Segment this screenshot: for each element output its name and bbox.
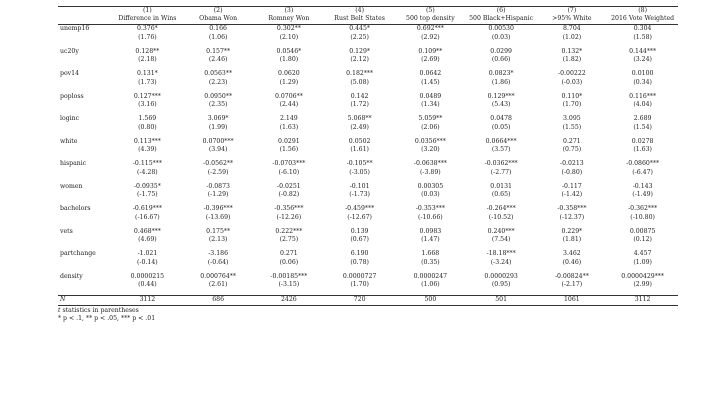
column-label: Rust Belt States bbox=[324, 15, 395, 25]
tstat-row-blank bbox=[58, 146, 112, 160]
coefficient-cell: 2.149 bbox=[280, 115, 298, 123]
coefficient-cell: 0.0000293 bbox=[484, 272, 518, 280]
column-label-row bbox=[58, 15, 678, 25]
tstat-cell: (0.12) bbox=[633, 236, 652, 244]
coefficient-cell: 0.00305 bbox=[417, 182, 444, 190]
tstat-cell: (4.69) bbox=[138, 236, 157, 244]
tstat-cell: (-3.89) bbox=[420, 168, 441, 176]
tstat-cell: (1.58) bbox=[633, 33, 652, 41]
variable-name: density bbox=[60, 272, 83, 280]
tstat-cell: (2.25) bbox=[350, 33, 369, 41]
coefficient-cell: -0.115*** bbox=[132, 160, 162, 168]
tstat-cell: (1.06) bbox=[208, 33, 228, 41]
variable-name: poploss bbox=[60, 92, 84, 100]
variable-name: partchange bbox=[60, 250, 96, 258]
coefficient-cell: 0.0563** bbox=[204, 70, 233, 78]
coefficient-cell: -0.0873 bbox=[206, 182, 230, 190]
tstat-cell: (1.82) bbox=[562, 56, 582, 64]
column-label: >95% White bbox=[537, 15, 608, 25]
coefficient-cell: -0.00222 bbox=[558, 70, 586, 78]
tstat-cell: (1.47) bbox=[421, 236, 440, 244]
coefficient-cell: -0.0362*** bbox=[484, 160, 518, 168]
coefficient-cell: 1.668 bbox=[421, 250, 440, 258]
coefficient-cell: 0.229* bbox=[561, 227, 583, 235]
variable-name: vets bbox=[60, 227, 73, 235]
tstat-cell: (-2.59) bbox=[207, 168, 229, 176]
tstat-cell: (2.44) bbox=[279, 101, 299, 109]
coefficient-cell: 0.142 bbox=[350, 92, 369, 100]
tstat-row bbox=[58, 34, 678, 48]
coefficient-cell: 0.139 bbox=[350, 227, 369, 235]
column-number: (2) bbox=[213, 7, 223, 14]
header-blank bbox=[58, 15, 112, 25]
coefficient-cell: 0.132* bbox=[561, 47, 583, 55]
tstat-cell: (0.80) bbox=[138, 123, 157, 131]
tstat-cell: (1.29) bbox=[279, 78, 299, 86]
observations-value: 2426 bbox=[254, 296, 325, 305]
column-label: 2016 Vote Weighted bbox=[607, 15, 678, 25]
tstat-cell: (2.69) bbox=[421, 56, 440, 64]
tstat-cell: (1.76) bbox=[138, 33, 157, 41]
coefficient-cell: 0.0000247 bbox=[413, 272, 448, 280]
tstat-row bbox=[58, 214, 678, 228]
coefficient-cell: 3.095 bbox=[563, 115, 581, 123]
coefficient-cell: 0.692*** bbox=[416, 25, 444, 33]
tstat-cell: (1.99) bbox=[208, 123, 228, 131]
coefficient-cell: -0.00824** bbox=[554, 272, 589, 280]
tstat-cell: (-3.15) bbox=[278, 281, 300, 289]
tstat-cell: (-0.82) bbox=[278, 191, 300, 199]
coefficient-cell: -18.18*** bbox=[486, 250, 516, 258]
coefficient-row bbox=[58, 93, 678, 101]
tstat-cell: (2.46) bbox=[208, 56, 228, 64]
coefficient-cell: -3.186 bbox=[208, 250, 229, 258]
coefficient-cell: 6.190 bbox=[350, 250, 369, 258]
column-number: (6) bbox=[496, 7, 506, 14]
header-blank bbox=[58, 7, 112, 16]
coefficient-cell: 0.0291 bbox=[278, 137, 300, 145]
column-number: (3) bbox=[284, 7, 294, 14]
tstat-cell: (2.12) bbox=[350, 56, 369, 64]
tstat-cell: (-1.75) bbox=[137, 191, 158, 199]
coefficient-row bbox=[58, 205, 678, 213]
tstat-cell: (-10.52) bbox=[488, 213, 514, 221]
tstat-cell: (-1.29) bbox=[207, 191, 229, 199]
variable-name: loginc bbox=[60, 115, 80, 123]
coefficient-row bbox=[58, 183, 678, 191]
coefficient-cell: -0.105** bbox=[346, 160, 373, 168]
coefficient-cell: 0.00875 bbox=[629, 227, 656, 235]
tstat-row-blank bbox=[58, 56, 112, 70]
coefficient-cell: -0.101 bbox=[349, 182, 370, 190]
coefficient-row bbox=[58, 115, 678, 123]
coefficient-cell: 0.166 bbox=[209, 25, 227, 33]
coefficient-cell: 8.704 bbox=[563, 25, 581, 33]
tstat-cell: (1.72) bbox=[350, 101, 369, 109]
tstat-cell: (-3.05) bbox=[349, 168, 370, 176]
coefficient-cell: 0.00530 bbox=[488, 25, 514, 33]
coefficient-cell: 0.304 bbox=[633, 25, 652, 33]
tstat-cell: (0.35) bbox=[421, 258, 440, 266]
tstat-row-blank bbox=[58, 214, 112, 228]
tstat-cell: (-12.67) bbox=[347, 213, 372, 221]
coefficient-cell: 0.0000429*** bbox=[621, 272, 664, 280]
tstat-cell: (-1.49) bbox=[632, 191, 653, 199]
notes-t-text: statistics in parentheses bbox=[60, 306, 139, 314]
coefficient-cell: -0.00185*** bbox=[270, 272, 308, 280]
tstat-cell: (0.66) bbox=[491, 56, 511, 64]
tstat-cell: (0.06) bbox=[279, 258, 299, 266]
coefficient-cell: -0.0213 bbox=[560, 160, 584, 168]
tstat-cell: (1.70) bbox=[562, 101, 582, 109]
coefficient-cell: 0.271 bbox=[280, 250, 298, 258]
tstat-cell: (4.04) bbox=[633, 101, 652, 109]
observations-row bbox=[58, 296, 678, 305]
tstat-cell: (-2.17) bbox=[561, 281, 583, 289]
coefficient-row bbox=[58, 250, 678, 258]
variable-name: unemp16 bbox=[60, 25, 90, 33]
tstat-cell: (1.55) bbox=[562, 123, 582, 131]
coefficient-cell: 0.302** bbox=[276, 25, 301, 33]
coefficient-cell: -0.459*** bbox=[345, 205, 375, 213]
coefficient-cell: 0.0000215 bbox=[130, 272, 165, 280]
tstat-cell: (0.03) bbox=[421, 191, 440, 199]
coefficient-cell: 4.457 bbox=[633, 250, 652, 258]
coefficient-cell: 0.0983 bbox=[419, 227, 442, 235]
coefficient-row bbox=[58, 160, 678, 168]
coefficient-row bbox=[58, 273, 678, 281]
column-label: Obama Won bbox=[183, 15, 254, 25]
tstat-cell: (1.54) bbox=[633, 123, 652, 131]
coefficient-cell: -0.0860*** bbox=[626, 160, 660, 168]
tstat-cell: (-3.24) bbox=[490, 258, 512, 266]
tstat-row bbox=[58, 124, 678, 138]
coefficient-cell: 0.0489 bbox=[419, 92, 442, 100]
coefficient-cell: 0.182*** bbox=[346, 70, 374, 78]
coefficient-cell: 0.222*** bbox=[275, 227, 303, 235]
coefficient-cell: -0.358*** bbox=[557, 205, 587, 213]
tstat-cell: (1.34) bbox=[421, 101, 440, 109]
tstat-row bbox=[58, 191, 678, 205]
coefficient-row bbox=[58, 138, 678, 146]
coefficient-cell: 0.0131 bbox=[490, 182, 512, 190]
column-number: (1) bbox=[142, 7, 152, 14]
tstat-cell: (2.49) bbox=[350, 123, 369, 131]
coefficient-cell: 0.0278 bbox=[631, 137, 654, 145]
tstat-cell: (-2.77) bbox=[490, 168, 512, 176]
tstat-row-blank bbox=[58, 34, 112, 48]
tstat-cell: (3.16) bbox=[138, 101, 157, 109]
coefficient-cell: 0.0299 bbox=[490, 47, 512, 55]
variable-name: uc20y bbox=[60, 47, 79, 55]
tstat-row bbox=[58, 101, 678, 115]
tstat-cell: (-13.69) bbox=[205, 213, 231, 221]
tstat-cell: (2.99) bbox=[633, 281, 652, 289]
observations-value: 500 bbox=[395, 296, 466, 305]
observations-value: 3112 bbox=[607, 296, 678, 305]
tstat-cell: (2.06) bbox=[421, 123, 440, 131]
coefficient-cell: -0.264*** bbox=[486, 205, 516, 213]
tstat-cell: (2.10) bbox=[279, 33, 299, 41]
tstat-cell: (-0.64) bbox=[207, 258, 229, 266]
coefficient-row bbox=[58, 70, 678, 78]
coefficient-cell: -0.0562** bbox=[203, 160, 234, 168]
notes-line-tstat bbox=[58, 307, 678, 316]
coefficient-cell: -0.143 bbox=[632, 182, 653, 190]
coefficient-cell: 0.110* bbox=[561, 92, 583, 100]
coefficient-cell: 0.0100 bbox=[631, 70, 654, 78]
tstat-cell: (-6.47) bbox=[632, 168, 653, 176]
tstat-cell: (-4.28) bbox=[137, 168, 158, 176]
observations-value: 720 bbox=[324, 296, 395, 305]
tstat-cell: (0.75) bbox=[562, 146, 582, 154]
coefficient-cell: 0.0700*** bbox=[202, 137, 234, 145]
column-number: (5) bbox=[425, 7, 435, 14]
tstat-row bbox=[58, 259, 678, 273]
coefficient-cell: 0.144*** bbox=[629, 47, 657, 55]
tstat-cell: (1.56) bbox=[279, 146, 299, 154]
notes-t-symbol: t bbox=[58, 306, 61, 314]
tstat-cell: (7.54) bbox=[491, 236, 511, 244]
tstat-row bbox=[58, 146, 678, 160]
tstat-cell: (4.39) bbox=[138, 146, 157, 154]
tstat-cell: (1.02) bbox=[562, 33, 582, 41]
coefficient-cell: -0.362*** bbox=[628, 205, 658, 213]
coefficient-cell: 0.131* bbox=[136, 70, 158, 78]
coefficient-cell: -0.356*** bbox=[274, 205, 304, 213]
observations-value: 1061 bbox=[537, 296, 608, 305]
tstat-cell: (1.45) bbox=[421, 78, 440, 86]
tstat-row bbox=[58, 169, 678, 183]
column-label: 500 top density bbox=[395, 15, 466, 25]
tstat-cell: (1.63) bbox=[633, 146, 652, 154]
coefficient-row bbox=[58, 228, 678, 236]
coefficient-cell: 0.0620 bbox=[278, 70, 300, 78]
tstat-cell: (1.70) bbox=[350, 281, 369, 289]
tstat-cell: (1.63) bbox=[279, 123, 299, 131]
column-label: Romney Won bbox=[254, 15, 325, 25]
column-number: (8) bbox=[638, 7, 647, 14]
tstat-cell: (3.57) bbox=[491, 146, 511, 154]
coefficient-row bbox=[58, 48, 678, 56]
tstat-row bbox=[58, 79, 678, 93]
regression-table-container bbox=[58, 6, 678, 324]
tstat-cell: (0.05) bbox=[491, 123, 511, 131]
tstat-cell: (0.34) bbox=[633, 78, 652, 86]
tstat-cell: (1.80) bbox=[279, 56, 299, 64]
observations-value: 501 bbox=[466, 296, 537, 305]
tstat-row-blank bbox=[58, 191, 112, 205]
coefficient-cell: 0.445* bbox=[349, 25, 371, 33]
coefficient-cell: 0.240*** bbox=[487, 227, 515, 235]
tstat-cell: (5.43) bbox=[491, 101, 511, 109]
coefficient-cell: 3.462 bbox=[563, 250, 581, 258]
coefficient-cell: 0.116*** bbox=[629, 92, 657, 100]
tstat-cell: (0.44) bbox=[138, 281, 157, 289]
notes-line-significance: * p < .1, ** p < .05, *** p < .01 bbox=[58, 315, 156, 323]
tstat-cell: (5.08) bbox=[350, 78, 369, 86]
coefficient-cell: 0.0546* bbox=[276, 47, 302, 55]
tstat-cell: (2.23) bbox=[208, 78, 228, 86]
tstat-cell: (1.06) bbox=[421, 281, 440, 289]
coefficient-cell: 2.689 bbox=[633, 115, 652, 123]
coefficient-cell: 0.0478 bbox=[490, 115, 512, 123]
coefficient-cell: 0.376* bbox=[136, 25, 158, 33]
coefficient-cell: -1.021 bbox=[137, 250, 158, 258]
tstat-cell: (2.13) bbox=[208, 236, 228, 244]
tstat-cell: (2.18) bbox=[138, 56, 157, 64]
coefficient-cell: -0.117 bbox=[561, 182, 582, 190]
tstat-cell: (-6.10) bbox=[278, 168, 300, 176]
column-label: Difference in Wins bbox=[112, 15, 183, 25]
coefficient-cell: 0.129* bbox=[349, 47, 371, 55]
table-body bbox=[58, 25, 678, 296]
coefficient-cell: 0.175** bbox=[206, 227, 231, 235]
coefficient-cell: 0.0823* bbox=[488, 70, 514, 78]
coefficient-cell: -0.619*** bbox=[132, 205, 162, 213]
coefficient-cell: 0.0642 bbox=[419, 70, 442, 78]
tstat-cell: (-12.26) bbox=[276, 213, 302, 221]
tstat-cell: (0.65) bbox=[491, 191, 511, 199]
coefficient-cell: 3.069* bbox=[207, 115, 229, 123]
observations-value: 686 bbox=[183, 296, 254, 305]
tstat-cell: (1.61) bbox=[350, 146, 369, 154]
variable-name: pov14 bbox=[60, 70, 80, 78]
coefficient-cell: 0.468*** bbox=[133, 227, 161, 235]
tstat-cell: (0.95) bbox=[491, 281, 511, 289]
tstat-row-blank bbox=[58, 124, 112, 138]
coefficient-cell: -0.353*** bbox=[415, 205, 445, 213]
tstat-cell: (-1.42) bbox=[561, 191, 583, 199]
tstat-row-blank bbox=[58, 259, 112, 273]
coefficient-cell: 0.113*** bbox=[133, 137, 161, 145]
tstat-cell: (-16.67) bbox=[135, 213, 160, 221]
variable-name: bachelors bbox=[60, 205, 91, 213]
coefficient-cell: -0.0638*** bbox=[413, 160, 447, 168]
coefficient-cell: -0.396*** bbox=[203, 205, 233, 213]
coefficient-row bbox=[58, 25, 678, 34]
variable-name: women bbox=[60, 182, 83, 190]
regression-table bbox=[58, 6, 678, 306]
tstat-cell: (1.73) bbox=[138, 78, 157, 86]
coefficient-cell: -0.0935* bbox=[133, 182, 161, 190]
coefficient-cell: 0.157** bbox=[206, 47, 231, 55]
column-number: (7) bbox=[567, 7, 577, 14]
coefficient-cell: 0.0950** bbox=[204, 92, 233, 100]
coefficient-cell: 0.000764** bbox=[200, 272, 236, 280]
tstat-cell: (-1.73) bbox=[349, 191, 370, 199]
tstat-row-blank bbox=[58, 236, 112, 250]
tstat-cell: (0.46) bbox=[562, 258, 582, 266]
variable-name: hispanic bbox=[60, 160, 87, 168]
tstat-cell: (3.24) bbox=[633, 56, 652, 64]
table-notes bbox=[58, 307, 678, 324]
coefficient-cell: 0.129*** bbox=[487, 92, 515, 100]
tstat-cell: (-0.03) bbox=[561, 78, 583, 86]
observations-value: 3112 bbox=[112, 296, 183, 305]
coefficient-cell: 0.0502 bbox=[348, 137, 371, 145]
coefficient-cell: 0.0000727 bbox=[342, 272, 377, 280]
column-number-row bbox=[58, 7, 678, 16]
coefficient-cell: 0.271 bbox=[563, 137, 581, 145]
observations-label: N bbox=[58, 296, 112, 305]
tstat-row-blank bbox=[58, 169, 112, 183]
coefficient-cell: 0.0706** bbox=[274, 92, 303, 100]
coefficient-cell: 0.127*** bbox=[133, 92, 161, 100]
tstat-cell: (2.61) bbox=[208, 281, 228, 289]
tstat-cell: (2.35) bbox=[208, 101, 228, 109]
coefficient-cell: 5.059** bbox=[418, 115, 443, 123]
coefficient-cell: 0.109** bbox=[418, 47, 443, 55]
tstat-cell: (-0.14) bbox=[137, 258, 158, 266]
coefficient-cell: -0.0703*** bbox=[272, 160, 306, 168]
tstat-row-blank bbox=[58, 101, 112, 115]
tstat-cell: (2.92) bbox=[421, 33, 440, 41]
column-label: 500 Black+Hispanic bbox=[466, 15, 537, 25]
tstat-cell: (1.81) bbox=[562, 236, 582, 244]
coefficient-cell: -0.0251 bbox=[277, 182, 301, 190]
tstat-row bbox=[58, 56, 678, 70]
coefficient-cell: 0.0356*** bbox=[414, 137, 446, 145]
tstat-cell: (-0.80) bbox=[561, 168, 583, 176]
coefficient-cell: 0.0664*** bbox=[485, 137, 517, 145]
tstat-cell: (-12.37) bbox=[559, 213, 585, 221]
coefficient-cell: 5.068** bbox=[347, 115, 372, 123]
tstat-cell: (0.03) bbox=[491, 33, 511, 41]
tstat-cell: (-10.66) bbox=[418, 213, 443, 221]
tstat-row bbox=[58, 236, 678, 250]
tstat-cell: (0.67) bbox=[350, 236, 369, 244]
tstat-cell: (1.86) bbox=[491, 78, 511, 86]
coefficient-cell: 1.569 bbox=[138, 115, 157, 123]
tstat-row-blank bbox=[58, 281, 112, 296]
tstat-row-blank bbox=[58, 79, 112, 93]
tstat-cell: (-10.80) bbox=[630, 213, 655, 221]
tstat-cell: (3.94) bbox=[208, 146, 228, 154]
variable-name: white bbox=[60, 137, 78, 145]
column-number: (4) bbox=[355, 7, 364, 14]
tstat-row bbox=[58, 281, 678, 296]
tstat-cell: (1.09) bbox=[633, 258, 652, 266]
coefficient-cell: 0.128** bbox=[135, 47, 160, 55]
tstat-cell: (0.78) bbox=[350, 258, 369, 266]
tstat-cell: (3.20) bbox=[421, 146, 440, 154]
tstat-cell: (2.75) bbox=[279, 236, 299, 244]
